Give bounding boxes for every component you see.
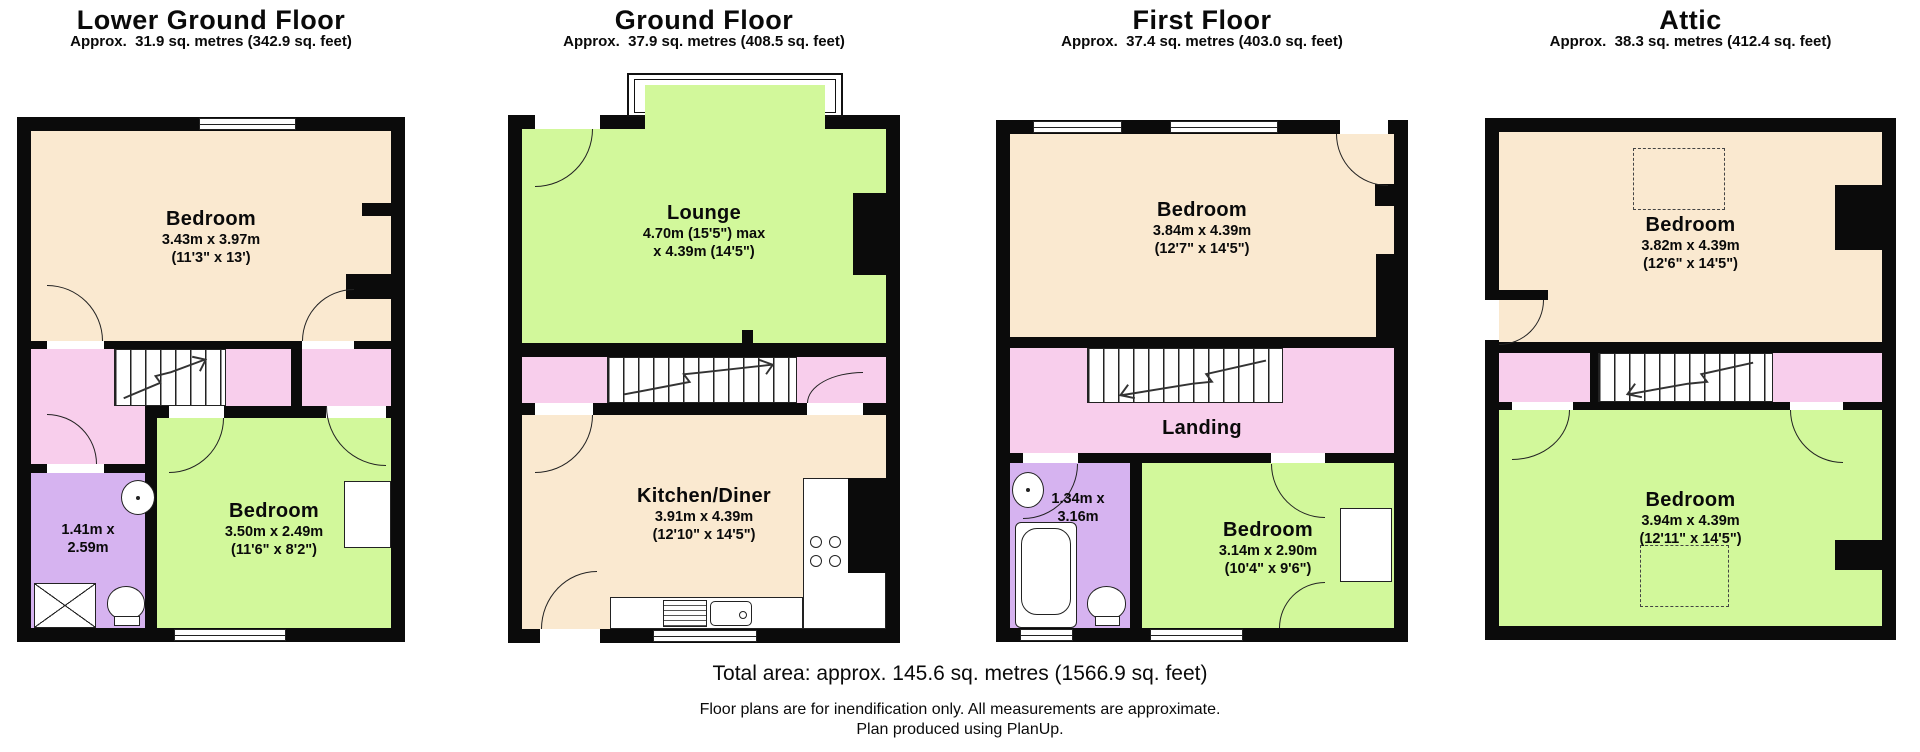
wall [291,349,302,406]
floor-area-attic: Approx. 38.3 sq. metres (412.4 sq. feet) [1549,33,1832,50]
room-dim-metric: 3.14m x 2.90m [1218,543,1318,559]
room-dim-metric: 3.84m x 4.39m [1152,223,1252,239]
toilet [107,586,145,620]
room-label-bedroom-front [1499,213,1882,273]
hob-burner [810,555,822,567]
room-name: Bedroom [1223,519,1313,541]
wall [1499,290,1548,300]
room-name: Bedroom [1645,214,1736,236]
floorplan-attic [1485,118,1896,640]
room-dim-metric: 1.41m x [61,522,115,538]
room-dim-metric: 3.82m x 4.39m [1641,238,1740,254]
skylight-window [1633,148,1725,210]
room-dim-metric: 4.70m (15'5") max [642,226,766,242]
floor-area-lower-ground: Approx. 31.9 sq. metres (342.9 sq. feet) [70,33,352,50]
kitchen-sink [710,601,752,626]
floor-title-attic: Attic [1659,5,1722,35]
stairs-direction-arrow [1088,349,1282,402]
room-dim-imperial: (10'4" x 9'6") [1224,561,1312,577]
wall [1325,453,1394,463]
wall [1078,453,1271,463]
door-opening [1485,300,1499,340]
wall [742,330,753,343]
wall [1010,337,1394,348]
room-dim-imperial: (12'7" x 14'5") [1154,241,1250,257]
wall [386,406,391,418]
wall [593,403,807,415]
bathtub [1015,522,1077,628]
room-dim-metric: 3.43m x 3.97m [161,232,261,248]
total-area-text: Total area: approx. 145.6 sq. metres (1566.9 sq. feet) [712,662,1208,685]
wall [145,418,157,628]
bay-window-recess [645,85,825,131]
staircase [1598,353,1773,402]
sink-basin [121,480,155,515]
wall [1590,353,1598,402]
window [653,630,757,642]
window [1020,629,1073,641]
credit-text: Plan produced using PlanUp. [856,721,1064,738]
floorplan-first [996,120,1408,642]
staircase [114,349,226,406]
wall [1573,402,1790,410]
room-name: Lounge [666,202,741,224]
wall [145,406,169,418]
room-name: Bedroom [1645,489,1736,511]
wall [522,343,886,357]
wall [31,341,47,349]
floor-title-ground: Ground Floor [614,5,794,35]
room-dim-imperial: (11'3" x 13') [171,250,251,266]
wall [863,403,886,415]
wall [104,464,145,473]
wall [1843,402,1882,410]
room-dim-metric: 1.34m x [1051,491,1105,507]
room-dim-imperial: x 4.39m (14'5") [653,244,755,260]
floorplan-ground [508,115,900,643]
skylight-window [1640,545,1729,607]
room-dim-imperial: (12'10" x 14'5") [652,527,756,543]
wall [224,406,326,418]
room-label-bedroom-front [31,207,391,267]
room-label-bedroom-back [157,499,391,559]
wall [1499,342,1882,353]
window [174,629,286,641]
stairs-direction-arrow [1599,354,1772,401]
room-dim-imperial: 2.59m [67,540,109,556]
room-label-bedroom-back [1142,518,1394,578]
room-name: Bedroom [1157,199,1247,221]
room-label-landing [1010,416,1394,440]
room-dim-imperial: 3.16m [1057,509,1099,525]
staircase [1087,348,1283,403]
room-label-bathroom [1028,490,1128,526]
appliance-washer [663,600,707,627]
room-dim-imperial: (12'6" x 14'5") [1643,256,1738,272]
window [1150,629,1243,641]
room-label-kitchen-diner [522,484,886,544]
stairs-direction-arrow [115,350,225,405]
toilet [1087,586,1126,620]
room-label-bedroom-front [1010,198,1394,258]
wall [31,464,47,473]
stairs-direction-arrow [608,358,796,402]
window [1170,121,1278,133]
room-dim-imperial: (12'11" x 14'5") [1639,531,1742,547]
room-dim-imperial: (11'6" x 8'2") [231,542,317,558]
wall [104,341,302,349]
door-opening [540,629,600,643]
staircase [607,357,797,403]
room-dim-metric: 3.50m x 2.49m [224,524,324,540]
door-opening [535,115,600,129]
door-opening [1340,120,1388,134]
floor-area-ground: Approx. 37.9 sq. metres (408.5 sq. feet) [563,33,845,50]
wall [1499,402,1512,410]
window [1033,121,1122,133]
room-label-bedroom-back [1499,488,1882,548]
room-name: Kitchen/Diner [637,485,771,507]
floor-area-first: Approx. 37.4 sq. metres (403.0 sq. feet) [1061,33,1343,50]
room-label-bathroom [31,521,145,557]
floorplan-lower-ground [17,117,405,642]
floor-title-first: First Floor [1132,5,1272,35]
wall [1010,453,1023,463]
room-dim-metric: 3.91m x 4.39m [654,509,754,525]
wall [1130,463,1142,628]
wall [522,403,535,415]
shower-tray [34,583,96,628]
room-name: Landing [1162,417,1242,439]
disclaimer-text: Floor plans are for inendification only. All measurements are approximate. [699,701,1221,718]
floor-title-lower-ground: Lower Ground Floor [76,5,346,35]
window [199,118,296,130]
room-name: Bedroom [229,500,319,522]
wall [354,341,391,349]
room-name: Bedroom [166,208,256,230]
room-dim-metric: 3.94m x 4.39m [1641,513,1740,529]
chimney-breast [1376,254,1394,339]
hob-burner [829,555,841,567]
room-label-lounge [522,201,886,261]
